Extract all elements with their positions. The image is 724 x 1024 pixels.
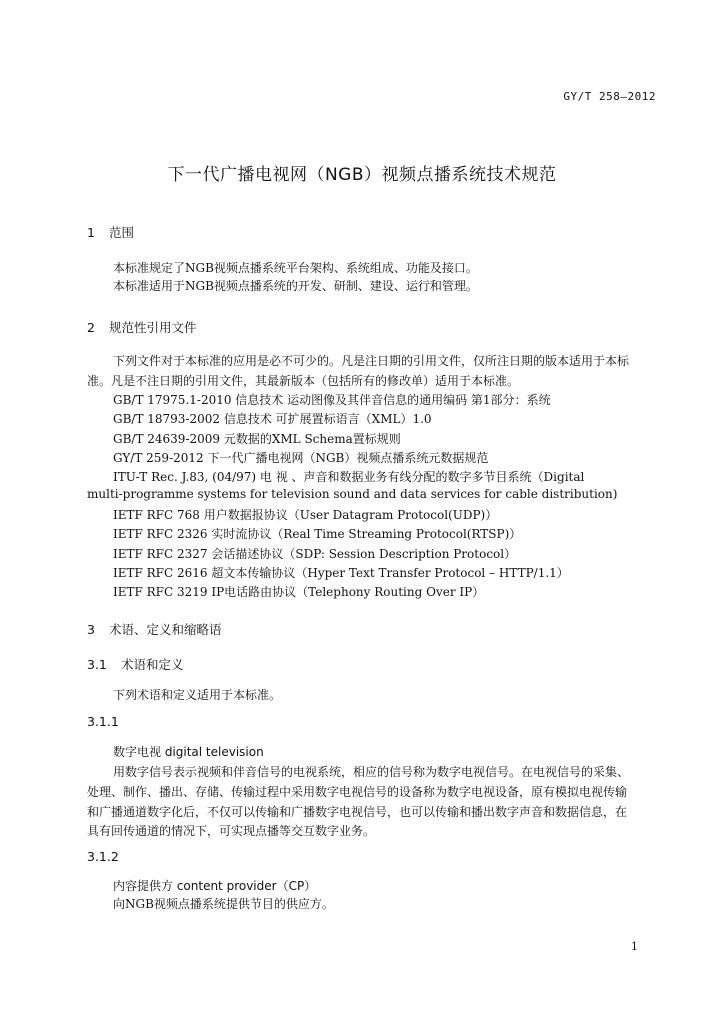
section-number: 2 <box>87 320 95 335</box>
section-number: 3 <box>87 622 95 637</box>
section-title: 术语、定义和缩略语 <box>108 622 222 637</box>
section-1-heading <box>87 223 134 241</box>
reference-item: GB/T 18793-2002 信息技术 可扩展置标语言（XML）1.0 <box>113 412 432 426</box>
paragraph: 处理、制作、播出、存储、传输过程中采用数字电视信号的设备称为数字电视设备，原有模拟电视传输 <box>87 785 628 799</box>
standard-code: GY/T 258—2012 <box>563 90 656 103</box>
reference-item: IETF RFC 2327 会话描述协议（SDP: Session Description Protocol） <box>113 547 517 561</box>
paragraph: 和广播通道数字化后，不仅可以传输和广播数字电视信号，也可以传输和播出数字声音和数据信息，在 <box>87 805 628 819</box>
section-3-heading <box>87 620 222 638</box>
reference-item: ITU-T Rec. J.83, (04/97) 电 视 、声音和数据业务有线分配的数字多节目系统（Digital <box>113 470 585 484</box>
section-title: 规范性引用文件 <box>108 320 197 335</box>
reference-item: GY/T 259-2012 下一代广播电视网（NGB）视频点播系统元数据规范 <box>113 451 489 465</box>
paragraph: 用数字信号表示视频和伴音信号的电视系统，相应的信号称为数字电视信号。在电视信号的采集、 <box>113 765 630 779</box>
paragraph: 下列文件对于本标准的应用是必不可少的。凡是注日期的引用文件，仅所注日期的版本适用于本标 <box>113 354 630 368</box>
term-title: 内容提供方 content provider（CP） <box>113 879 317 893</box>
paragraph: 向NGB视频点播系统提供节目的供应方。 <box>113 897 334 911</box>
paragraph: 下列术语和定义适用于本标准。 <box>113 688 282 702</box>
document-title: 下一代广播电视网（NGB）视频点播系统技术规范 <box>167 165 557 185</box>
paragraph: 准。凡是不注日期的引用文件，其最新版本（包括所有的修改单）适用于本标准。 <box>87 374 520 388</box>
paragraph: 本标准适用于NGB视频点播系统的开发、研制、建设、运行和管理。 <box>113 279 478 293</box>
page-number: 1 <box>631 940 638 953</box>
reference-item: GB/T 24639-2009 元数据的XML Schema置标规则 <box>113 432 401 446</box>
reference-item: IETF RFC 2326 实时流协议（Real Time Streaming Protocol(RTSP)） <box>113 527 522 541</box>
reference-item: IETF RFC 3219 IP电话路由协议（Telephony Routing Over IP） <box>113 585 485 599</box>
section-title: 范围 <box>108 225 134 240</box>
paragraph: 本标准规定了NGB视频点播系统平台架构、系统组成、功能及接口。 <box>113 261 478 275</box>
section-number: 3.1 <box>87 657 107 672</box>
term-title: 数字电视 digital television <box>113 745 264 759</box>
subsection-3-1-heading <box>87 655 184 673</box>
reference-item: IETF RFC 2616 超文本传输协议（Hyper Text Transfer Protocol – HTTP/1.1） <box>113 566 569 580</box>
subsection-3-1-2-number: 3.1.2 <box>87 849 119 864</box>
reference-item: IETF RFC 768 用户数据报协议（User Datagram Protocol(UDP)） <box>113 508 498 522</box>
section-2-heading <box>87 318 197 336</box>
reference-item: GB/T 17975.1-2010 信息技术 运动图像及其伴音信息的通用编码 第1部分：系统 <box>113 393 551 407</box>
section-title: 术语和定义 <box>120 657 184 672</box>
subsection-3-1-1-number: 3.1.1 <box>87 714 119 729</box>
paragraph: 具有回传通道的情况下，可实现点播等交互数字业务。 <box>87 824 376 838</box>
reference-item: multi-programme systems for television sound and data services for cable distribution) <box>87 487 618 501</box>
section-number: 1 <box>87 225 95 240</box>
